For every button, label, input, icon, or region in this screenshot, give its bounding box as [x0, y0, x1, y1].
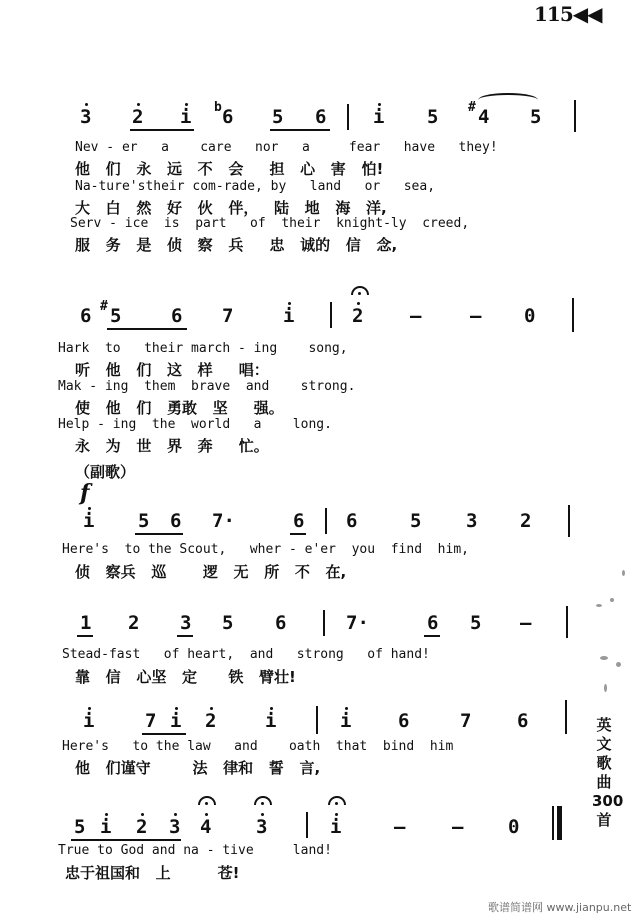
note: 2	[132, 106, 144, 128]
note: i	[265, 710, 277, 732]
note: 0	[508, 816, 520, 838]
note: 5	[110, 305, 122, 327]
fermata	[254, 796, 272, 805]
final-barline-thick	[557, 806, 562, 840]
octave-dot	[288, 302, 291, 305]
note: 7·	[346, 612, 369, 634]
note: i	[170, 710, 182, 732]
note: i	[83, 510, 95, 532]
beam	[77, 635, 93, 637]
note: –	[520, 612, 532, 634]
octave-dot	[210, 707, 213, 710]
note: 6	[346, 510, 358, 532]
barline	[568, 505, 570, 537]
note: 7	[222, 305, 234, 327]
octave-dot	[85, 103, 88, 106]
beam	[270, 129, 330, 131]
beam	[135, 533, 183, 535]
fermata	[198, 796, 216, 805]
chorus-label: （副歌）	[75, 463, 136, 481]
final-barline-thin	[552, 806, 554, 840]
lyric-line-en: Na-ture'stheir com-rade, by land or sea,	[75, 179, 436, 194]
octave-dot	[105, 813, 108, 816]
note: 3	[169, 816, 181, 838]
octave-dot	[175, 707, 178, 710]
note: –	[470, 305, 482, 327]
octave-dot	[261, 813, 264, 816]
dynamic-mark: f	[80, 480, 90, 506]
accidental: #	[468, 100, 476, 115]
octave-dot	[378, 103, 381, 106]
lyric-line-en: Here's to the law and oath that bind him	[62, 739, 454, 754]
lyric-line-zh: 他 们 永 远 不 会 担 心 害 怕!	[75, 160, 384, 178]
note: 6	[517, 710, 529, 732]
note: 6	[293, 510, 305, 532]
beam	[107, 328, 187, 330]
tie	[478, 93, 538, 107]
note: i	[180, 106, 192, 128]
lyric-line-en: Nev - er a care nor a fear have they!	[75, 140, 498, 155]
note: 5	[470, 612, 482, 634]
octave-dot	[270, 707, 273, 710]
lyric-line-zh: 他 们谨守 法 律和 誓 言,	[75, 759, 321, 777]
note: 2	[352, 305, 364, 327]
fermata	[328, 796, 346, 805]
note: i	[100, 816, 112, 838]
note: 5	[410, 510, 422, 532]
octave-dot	[137, 103, 140, 106]
watermark: 歌谱简谱网 www.jianpu.net	[488, 901, 632, 914]
note: 7·	[212, 510, 235, 532]
barline	[323, 610, 325, 636]
lyric-line-zh: 永 为 世 界 奔 忙。	[75, 437, 269, 455]
barline	[566, 606, 568, 638]
note: 5	[427, 106, 439, 128]
beam	[142, 733, 186, 735]
lyric-line-zh: 大 白 然 好 伙 伴， 陆 地 海 洋,	[75, 199, 387, 217]
note: 3	[180, 612, 192, 634]
note: –	[410, 305, 422, 327]
beam	[290, 533, 306, 535]
barline	[572, 298, 574, 332]
note: i	[83, 710, 95, 732]
note: 1	[80, 612, 92, 634]
note: 5	[138, 510, 150, 532]
note: –	[394, 816, 406, 838]
note: i	[330, 816, 342, 838]
page-number: 115◀◀	[534, 2, 602, 26]
beam	[424, 635, 440, 637]
note: 5	[530, 106, 542, 128]
lyric-line-en: Hark to their march - ing song,	[58, 341, 348, 356]
lyric-line-en: Here's to the Scout, wher - e'er you find him,	[62, 542, 469, 557]
note: 6	[80, 305, 92, 327]
barline	[325, 508, 327, 534]
note: 0	[524, 305, 536, 327]
note: 6	[222, 106, 234, 128]
note: 4	[478, 106, 490, 128]
octave-dot	[141, 813, 144, 816]
note: 7	[460, 710, 472, 732]
note: 5	[74, 816, 86, 838]
note: 6	[275, 612, 287, 634]
barline	[574, 100, 576, 132]
note: 2	[205, 710, 217, 732]
lyric-line-zh: 听 他 们 这 样 唱：	[75, 361, 269, 379]
octave-dot	[205, 813, 208, 816]
note: 3	[256, 816, 268, 838]
note: i	[373, 106, 385, 128]
note: 6	[427, 612, 439, 634]
note: 6	[315, 106, 327, 128]
accidental: #	[100, 299, 108, 314]
lyric-line-zh: 使 他 们 勇敢 坚 强。	[75, 399, 284, 417]
octave-dot	[88, 707, 91, 710]
note: 5	[222, 612, 234, 634]
beam	[71, 839, 181, 841]
book-title-vertical: 英文歌曲300首	[592, 716, 624, 829]
lyric-line-en: Mak - ing them brave and strong.	[58, 379, 356, 394]
beam	[177, 635, 193, 637]
octave-dot	[88, 507, 91, 510]
barline	[306, 812, 308, 838]
lyric-line-zh: 忠于祖国和 上 苍!	[65, 864, 240, 882]
lyric-line-en: Help - ing the world a long.	[58, 417, 332, 432]
accidental: b	[214, 100, 222, 115]
octave-dot	[345, 707, 348, 710]
note: 6	[171, 305, 183, 327]
note: i	[283, 305, 295, 327]
lyric-line-zh: 靠 信 心坚 定 铁 臂壮!	[75, 668, 296, 686]
note: –	[452, 816, 464, 838]
note: 4	[200, 816, 212, 838]
note: i	[340, 710, 352, 732]
barline	[347, 104, 349, 130]
barline	[316, 706, 318, 734]
beam	[130, 129, 194, 131]
note: 3	[466, 510, 478, 532]
note: 5	[272, 106, 284, 128]
lyric-line-en: Stead-fast of heart, and strong of hand!	[62, 647, 430, 662]
note: 3	[80, 106, 92, 128]
lyric-line-zh: 服 务 是 侦 察 兵 忠 诚的 信 念,	[75, 236, 398, 254]
barline	[330, 302, 332, 328]
octave-dot	[185, 103, 188, 106]
fermata	[351, 286, 369, 295]
note: 6	[398, 710, 410, 732]
octave-dot	[335, 813, 338, 816]
lyric-line-zh: 侦 察兵 巡 逻 无 所 不 在,	[75, 563, 347, 581]
barline	[565, 700, 567, 734]
note: 2	[136, 816, 148, 838]
lyric-line-en: True to God and na - tive land!	[58, 843, 332, 858]
note: 6	[170, 510, 182, 532]
lyric-line-en: Serv - ice is part of their knight-ly creed,	[70, 216, 470, 231]
note: 2	[128, 612, 140, 634]
note: 7	[145, 710, 157, 732]
octave-dot	[174, 813, 177, 816]
octave-dot	[357, 302, 360, 305]
note: 2	[520, 510, 532, 532]
